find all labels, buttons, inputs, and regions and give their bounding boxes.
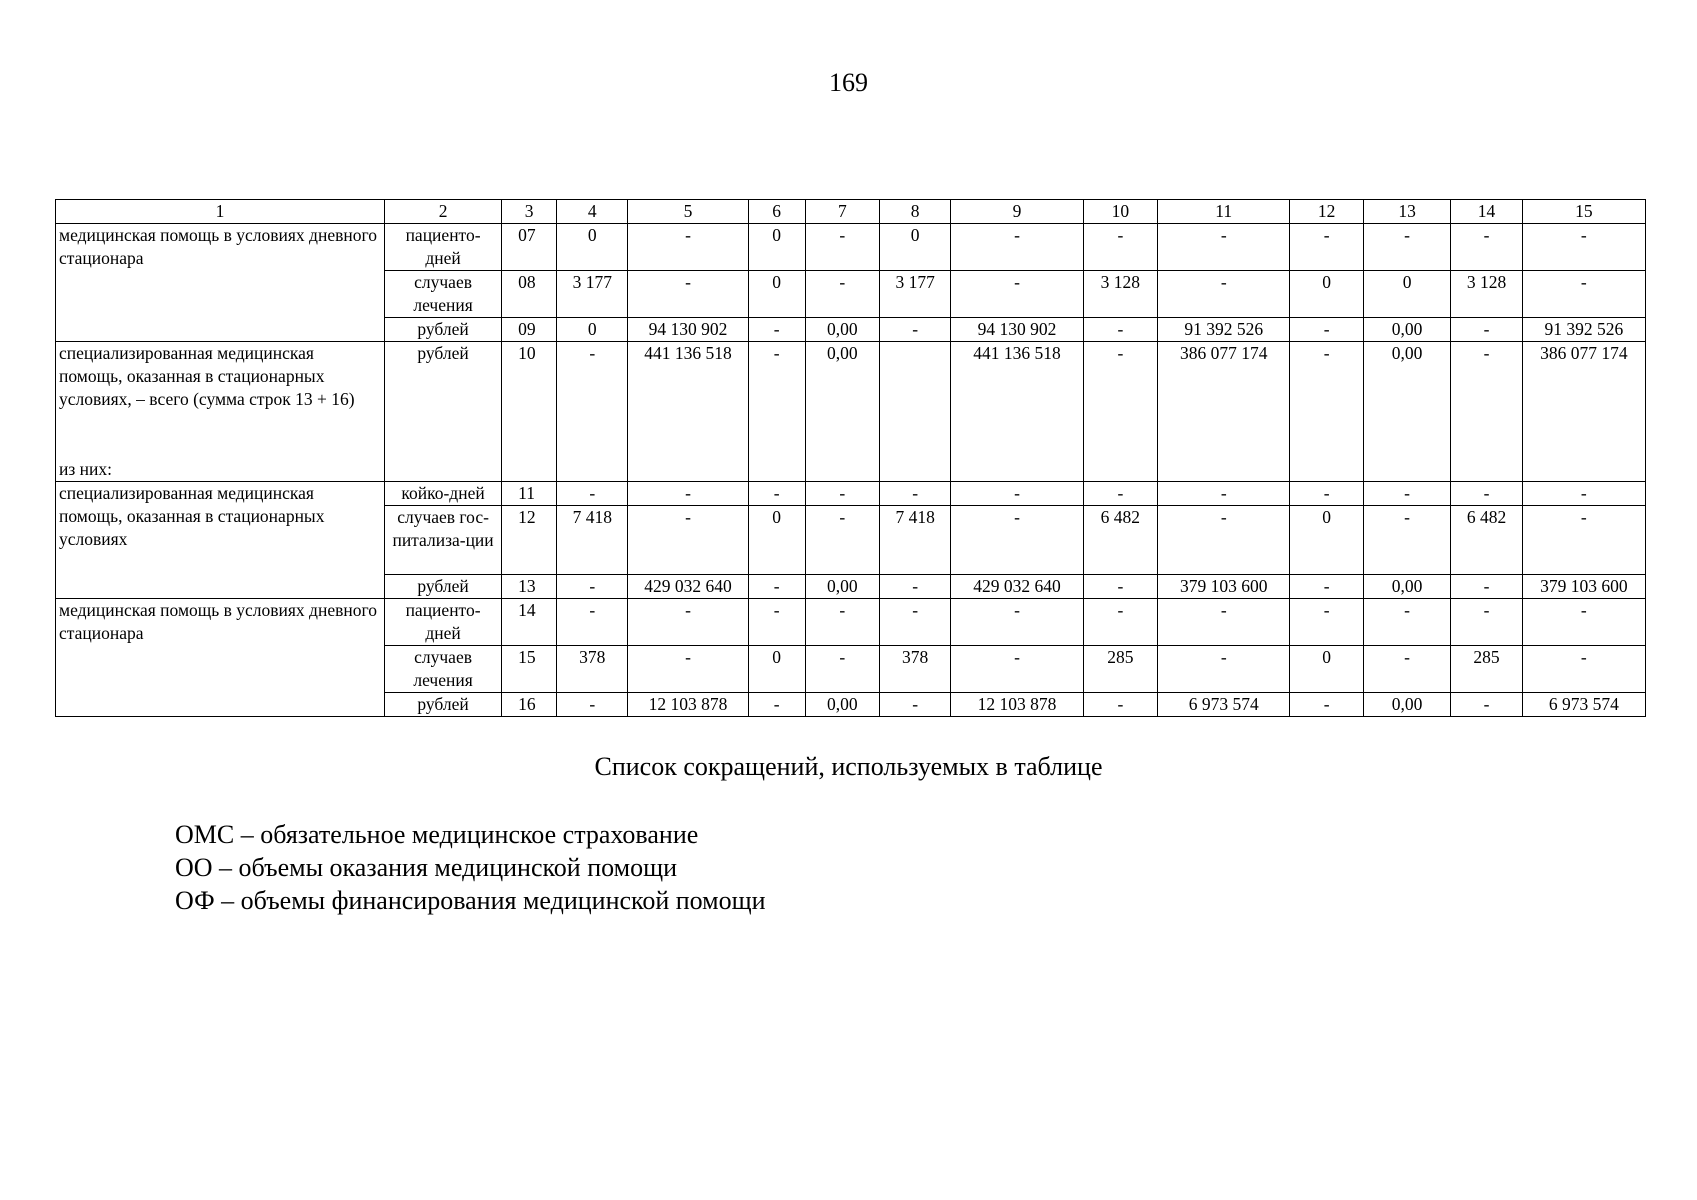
value-cell: 0: [1290, 506, 1363, 575]
row-code: 13: [502, 575, 557, 599]
value-cell: -: [557, 599, 628, 646]
value-cell: -: [805, 482, 879, 506]
value-cell: -: [1083, 482, 1157, 506]
value-cell: -: [951, 646, 1083, 693]
value-cell: -: [748, 318, 805, 342]
value-cell: 441 136 518: [628, 342, 748, 482]
value-cell: -: [1083, 224, 1157, 271]
table-row: [56, 482, 1646, 506]
value-cell: -: [1158, 224, 1290, 271]
value-cell: -: [1363, 646, 1451, 693]
value-cell: 94 130 902: [951, 318, 1083, 342]
value-cell: 7 418: [879, 506, 950, 575]
value-cell: -: [1158, 506, 1290, 575]
value-cell: -: [1083, 693, 1157, 717]
value-cell: -: [1522, 482, 1645, 506]
row-code: 15: [502, 646, 557, 693]
unit-cell: случаев лечения: [385, 271, 502, 318]
value-cell: 3 177: [557, 271, 628, 318]
value-cell: 0: [748, 271, 805, 318]
table-row: [56, 224, 1646, 271]
column-number: 1: [56, 200, 385, 224]
unit-cell: рублей: [385, 575, 502, 599]
value-cell: 0: [557, 318, 628, 342]
value-cell: 0,00: [1363, 693, 1451, 717]
value-cell: -: [1522, 599, 1645, 646]
value-cell: -: [748, 342, 805, 482]
abbreviations-title: Список сокращений, используемых в таблице: [594, 752, 1103, 781]
column-number: 6: [748, 200, 805, 224]
table-row: [56, 342, 1646, 482]
value-cell: -: [1158, 646, 1290, 693]
value-cell: 386 077 174: [1522, 342, 1645, 482]
column-number: 4: [557, 200, 628, 224]
indicator-name: специализированная медицинская помощь, оказанная в стационарных условиях: [56, 482, 385, 599]
value-cell: -: [1451, 224, 1522, 271]
value-cell: -: [805, 271, 879, 318]
value-cell: 386 077 174: [1158, 342, 1290, 482]
value-cell: -: [1522, 506, 1645, 575]
table-row: [56, 599, 1646, 646]
value-cell: 7 418: [557, 506, 628, 575]
value-cell: -: [805, 599, 879, 646]
value-cell: 3 177: [879, 271, 950, 318]
column-number: 13: [1363, 200, 1451, 224]
column-number: 5: [628, 200, 748, 224]
value-cell: -: [879, 318, 950, 342]
value-cell: -: [557, 342, 628, 482]
value-cell: -: [1290, 318, 1363, 342]
value-cell: -: [1451, 575, 1522, 599]
indicator-text: специализированная медицинская помощь, оказанная в стационарных условиях, – всего (сумма строк 13 + 16): [59, 343, 355, 409]
value-cell: -: [557, 575, 628, 599]
value-cell: -: [628, 271, 748, 318]
column-number: 10: [1083, 200, 1157, 224]
row-code: 11: [502, 482, 557, 506]
value-cell: 6 973 574: [1158, 693, 1290, 717]
value-cell: -: [1451, 599, 1522, 646]
value-cell: 6 973 574: [1522, 693, 1645, 717]
unit-cell: пациенто-дней: [385, 224, 502, 271]
value-cell: 441 136 518: [951, 342, 1083, 482]
value-cell: -: [879, 693, 950, 717]
value-cell: -: [1158, 482, 1290, 506]
value-cell: -: [951, 224, 1083, 271]
value-cell: 3 128: [1083, 271, 1157, 318]
value-cell: 0,00: [805, 693, 879, 717]
value-cell: -: [1363, 506, 1451, 575]
value-cell: 0: [557, 224, 628, 271]
unit-cell: рублей: [385, 318, 502, 342]
data-table: [55, 199, 1646, 717]
value-cell: -: [1451, 318, 1522, 342]
value-cell: -: [1158, 271, 1290, 318]
value-cell: -: [1451, 482, 1522, 506]
value-cell: 0: [748, 224, 805, 271]
unit-cell: рублей: [385, 342, 502, 482]
value-cell: -: [951, 271, 1083, 318]
value-cell: 0: [879, 224, 950, 271]
value-cell: -: [1290, 224, 1363, 271]
value-cell: 0,00: [805, 575, 879, 599]
row-code: 07: [502, 224, 557, 271]
value-cell: 429 032 640: [951, 575, 1083, 599]
value-cell: -: [1522, 224, 1645, 271]
value-cell: 0,00: [805, 342, 879, 482]
value-cell: 0: [1290, 646, 1363, 693]
value-cell: -: [1363, 599, 1451, 646]
column-number: 2: [385, 200, 502, 224]
value-cell: -: [628, 482, 748, 506]
row-code: 08: [502, 271, 557, 318]
value-cell: -: [628, 224, 748, 271]
value-cell: 3 128: [1451, 271, 1522, 318]
unit-cell: койко-дней: [385, 482, 502, 506]
iz-nih-label: из них:: [59, 459, 112, 479]
value-cell: -: [628, 646, 748, 693]
unit-cell: пациенто-дней: [385, 599, 502, 646]
value-cell: 285: [1451, 646, 1522, 693]
column-number: 9: [951, 200, 1083, 224]
value-cell: 0: [748, 646, 805, 693]
value-cell: -: [1290, 342, 1363, 482]
value-cell: 378: [557, 646, 628, 693]
value-cell: -: [951, 482, 1083, 506]
value-cell: -: [1083, 342, 1157, 482]
value-cell: -: [1083, 599, 1157, 646]
value-cell: -: [1158, 599, 1290, 646]
unit-cell: случаев гос-питализа-ции: [385, 506, 502, 575]
value-cell: -: [879, 482, 950, 506]
value-cell: -: [557, 693, 628, 717]
value-cell: -: [1451, 693, 1522, 717]
row-code: 12: [502, 506, 557, 575]
value-cell: -: [1290, 599, 1363, 646]
value-cell: 379 103 600: [1158, 575, 1290, 599]
value-cell: 12 103 878: [951, 693, 1083, 717]
column-number: 7: [805, 200, 879, 224]
value-cell: 91 392 526: [1158, 318, 1290, 342]
value-cell: 0: [1290, 271, 1363, 318]
value-cell: -: [1363, 224, 1451, 271]
value-cell: -: [748, 693, 805, 717]
value-cell: 378: [879, 646, 950, 693]
column-number: 12: [1290, 200, 1363, 224]
value-cell: 12 103 878: [628, 693, 748, 717]
unit-cell: рублей: [385, 693, 502, 717]
abbreviation-item: ОФ – объемы финансирования медицинской помощи: [175, 886, 766, 915]
column-number: 8: [879, 200, 950, 224]
value-cell: -: [1083, 575, 1157, 599]
table-header-row: [56, 200, 1646, 224]
value-cell: -: [1290, 693, 1363, 717]
value-cell: -: [1522, 646, 1645, 693]
value-cell: -: [748, 599, 805, 646]
row-code: 16: [502, 693, 557, 717]
value-cell: -: [748, 575, 805, 599]
value-cell: 429 032 640: [628, 575, 748, 599]
column-number: 3: [502, 200, 557, 224]
column-number: 14: [1451, 200, 1522, 224]
value-cell: 285: [1083, 646, 1157, 693]
column-number: 15: [1522, 200, 1645, 224]
abbreviation-item: ОО – объемы оказания медицинской помощи: [175, 853, 678, 882]
value-cell: -: [805, 224, 879, 271]
value-cell: -: [748, 482, 805, 506]
value-cell: -: [1290, 575, 1363, 599]
value-cell: -: [628, 506, 748, 575]
value-cell: 0: [748, 506, 805, 575]
value-cell: -: [557, 482, 628, 506]
value-cell: -: [951, 599, 1083, 646]
value-cell: -: [1290, 482, 1363, 506]
value-cell: -: [805, 646, 879, 693]
row-code: 09: [502, 318, 557, 342]
value-cell: -: [628, 599, 748, 646]
value-cell: 0: [1363, 271, 1451, 318]
abbreviations-list: [175, 818, 766, 917]
value-cell: -: [1083, 318, 1157, 342]
indicator-name: медицинская помощь в условиях дневного стационара: [56, 224, 385, 342]
indicator-name: [56, 342, 385, 482]
value-cell: 6 482: [1451, 506, 1522, 575]
value-cell: 91 392 526: [1522, 318, 1645, 342]
indicator-name: медицинская помощь в условиях дневного стационара: [56, 599, 385, 717]
value-cell: 6 482: [1083, 506, 1157, 575]
value-cell: -: [951, 506, 1083, 575]
value-cell: 0,00: [1363, 318, 1451, 342]
unit-cell: случаев лечения: [385, 646, 502, 693]
value-cell: [879, 342, 950, 482]
row-code: 14: [502, 599, 557, 646]
value-cell: 0,00: [805, 318, 879, 342]
value-cell: -: [805, 506, 879, 575]
page-number: 169: [829, 68, 868, 97]
value-cell: -: [879, 599, 950, 646]
value-cell: -: [1451, 342, 1522, 482]
value-cell: -: [1522, 271, 1645, 318]
abbreviation-item: ОМС – обязательное медицинское страхование: [175, 820, 699, 849]
value-cell: -: [879, 575, 950, 599]
row-code: 10: [502, 342, 557, 482]
value-cell: 94 130 902: [628, 318, 748, 342]
value-cell: -: [1363, 482, 1451, 506]
value-cell: 0,00: [1363, 575, 1451, 599]
value-cell: 379 103 600: [1522, 575, 1645, 599]
column-number: 11: [1158, 200, 1290, 224]
value-cell: 0,00: [1363, 342, 1451, 482]
